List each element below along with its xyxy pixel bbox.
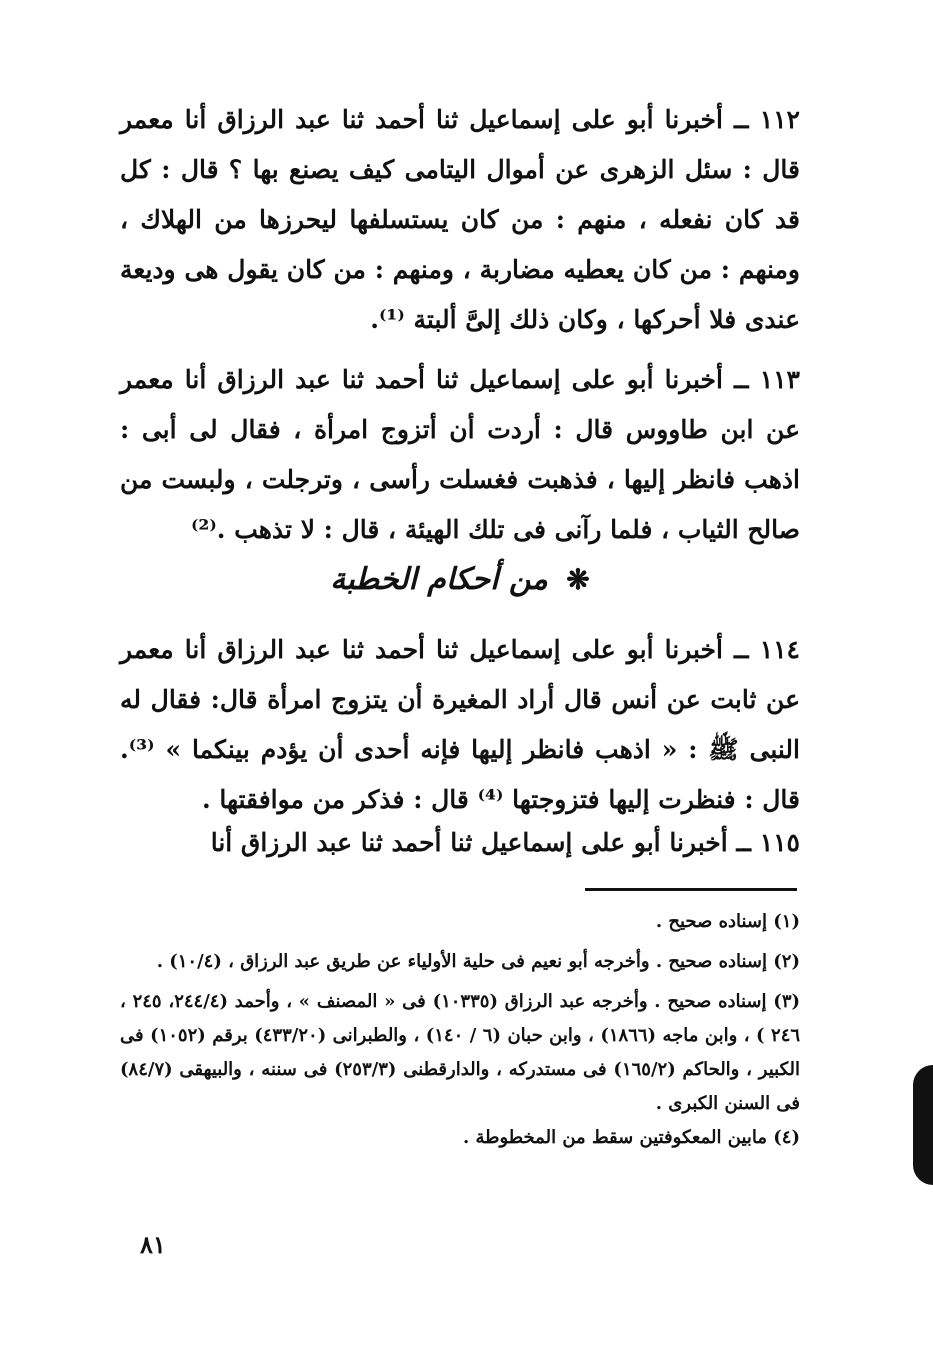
paragraph-text: ١١٥ ــ أخبرنا أبو على إسماعيل ثنا أحمد ثنا عبد الرزاق أنا xyxy=(210,828,800,857)
paragraph-112 xyxy=(120,95,800,345)
paragraph-114 xyxy=(120,625,800,825)
footnote-1: (١) إسناده صحيح . xyxy=(655,911,800,932)
section-heading-text: من أحكام الخطبة xyxy=(330,562,548,597)
section-heading xyxy=(120,555,800,605)
page-number: ٨١ xyxy=(140,1230,166,1259)
paragraph-text: ١١٢ ــ أخبرنا أبو على إسماعيل ثنا أحمد ثنا عبد الرزاق أنا معمر قال : سئل الزهرى عن أموال اليتامى كيف يصنع بها ؟ قال : كل قد كان نفعله ، منهم : من كان يستسلفها ليحرزها من الهلاك ، ومنهم : من كان يعطيه مضاربة ، ومنهم : من كان يقول هى وديعة عندى فلا أحركها ، وكان ذلك إلىَّ ألبتة ⁽¹⁾. xyxy=(120,105,800,334)
footnote-4: (٤) مابين المعكوفتين سقط من المخطوطة . xyxy=(462,1127,800,1148)
footnote-divider xyxy=(585,888,797,891)
scan-edge-mark xyxy=(913,1065,933,1185)
footnote-2: (٢) إسناده صحيح . وأخرجه أبو نعيم فى حلية الأولياء عن طريق عبد الرزاق ، (١٠/٤) . xyxy=(156,951,800,972)
paragraph-text: ١١٣ ــ أخبرنا أبو على إسماعيل ثنا أحمد ثنا عبد الرزاق أنا معمر عن ابن طاووس قال : أردت أن أتزوج امرأة ، فقال لى أبى : اذهب فانظر إليها ، فذهبت فغسلت رأسى ، وترجلت ، ولبست من صالح الثياب ، فلما رآنى فى تلك الهيئة ، قال : لا تذهب .⁽²⁾ xyxy=(120,365,800,544)
paragraph-text: ١١٤ ــ أخبرنا أبو على إسماعيل ثنا أحمد ثنا عبد الرزاق أنا معمر عن ثابت عن أنس قال أراد المغيرة أن يتزوج امرأة قال: فقال له النبى ﷺ : « اذهب فانظر إليها فإنه أحدى أن يؤدم بينكما » ⁽³⁾. قال : فنظرت إليها فتزوجتها ⁽⁴⁾ قال : فذكر من موافقتها . xyxy=(120,635,800,814)
paragraph-113 xyxy=(120,355,800,555)
footnotes xyxy=(120,905,800,1155)
ornament-icon: ❋ xyxy=(566,563,590,596)
paragraph-115 xyxy=(120,818,800,868)
footnote-3: (٣) إسناده صحيح . وأخرجه عبد الرزاق (١٠٣٣٥) فى « المصنف » ، وأحمد (٢٤٤/٤، ٢٤٥ ، ٢٤٦ ) ، وابن ماجه (١٨٦٦) ، وابن حبان (٦ / ١٤٠) ، والطبرانى (٤٣٣/٢٠) برقم (١٠٥٢) فى الكبير ، والحاكم (١٦٥/٢) فى مستدركه ، والدارقطنى (٢٥٣/٣) فى سننه ، والبيهقى (٨٤/٧) فى السنن الكبرى . xyxy=(120,991,801,1114)
